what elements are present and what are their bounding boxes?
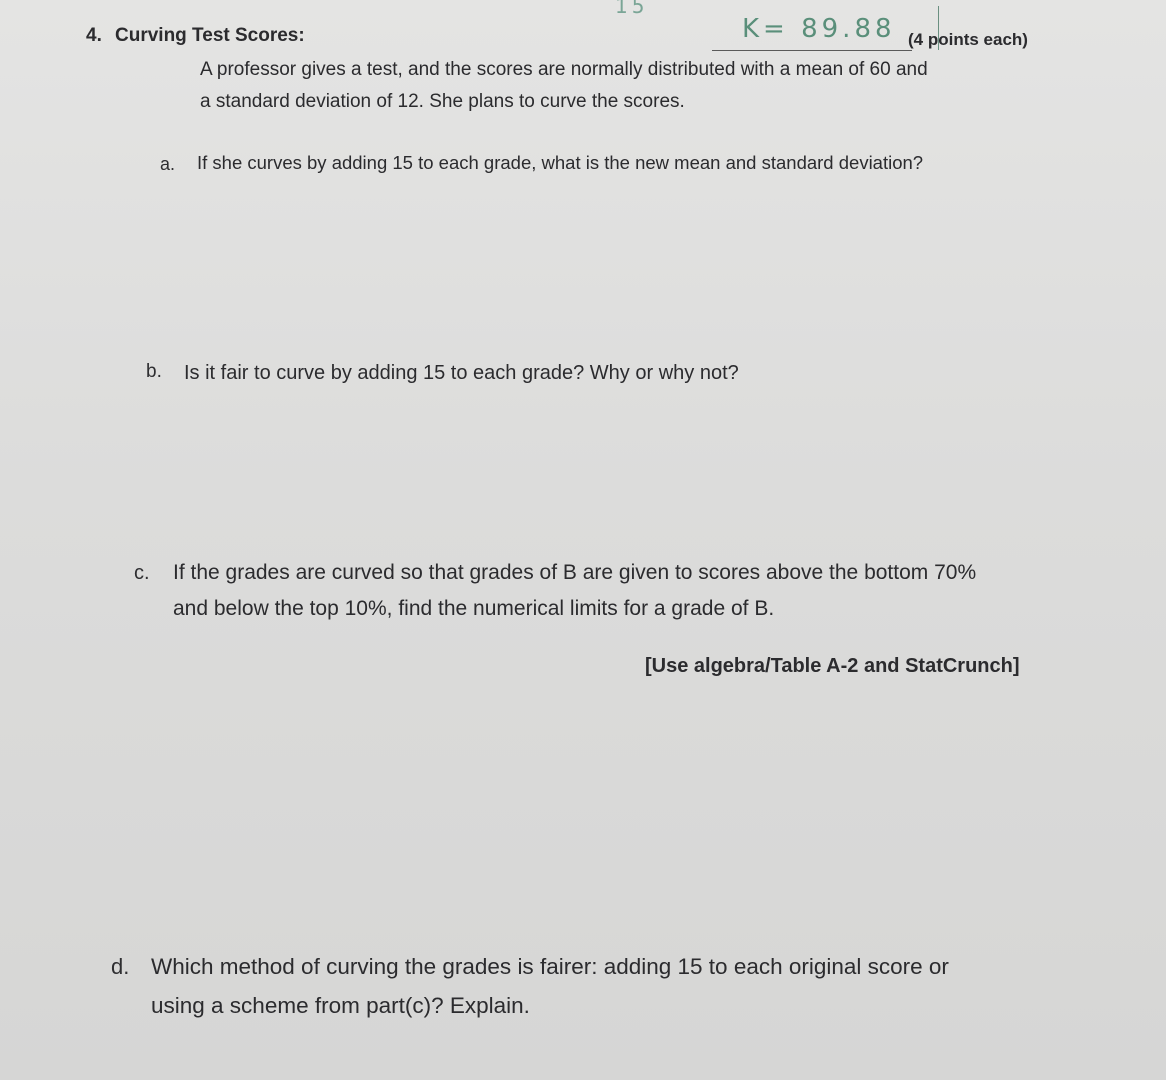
answer-underline (712, 50, 912, 51)
part-c-label: c. (134, 562, 150, 584)
handwritten-top-mark: 15 (615, 0, 649, 18)
intro-line-1: A professor gives a test, and the scores are normally distributed with a mean of 60 and (200, 59, 928, 80)
part-c-line-1: If the grades are curved so that grades of B are given to scores above the bottom 70% (173, 561, 977, 584)
intro-line-2: a standard deviation of 12. She plans to curve the scores. (200, 91, 685, 112)
question-number: 4. (86, 25, 102, 46)
points-label: (4 points each) (908, 30, 1028, 49)
part-d-label: d. (111, 954, 130, 979)
part-b-text: Is it fair to curve by adding 15 to each grade? Why or why not? (184, 362, 739, 384)
part-a-text: If she curves by adding 15 to each grade, what is the new mean and standard deviation? (197, 152, 924, 173)
question-title: Curving Test Scores: (115, 25, 305, 46)
part-b-label: b. (146, 361, 162, 382)
part-a-label: a. (160, 154, 176, 174)
part-c-note: [Use algebra/Table A-2 and StatCrunch] (645, 655, 1020, 677)
handwritten-answer: K= 89.88 (742, 14, 896, 44)
part-d-line-2: using a scheme from part(c)? Explain. (151, 993, 530, 1018)
part-c-line-2: and below the top 10%, find the numerical limits for a grade of B. (173, 597, 775, 620)
part-d-line-1: Which method of curving the grades is fairer: adding 15 to each original score or (151, 954, 949, 979)
